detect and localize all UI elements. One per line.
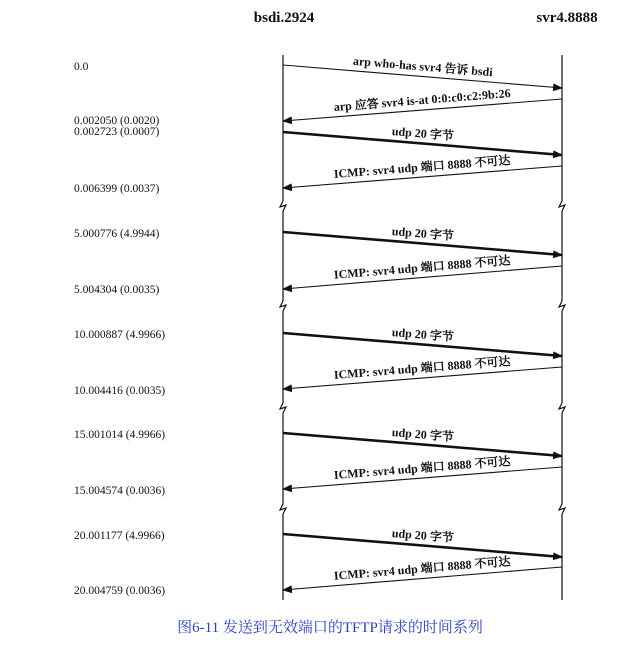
message-label: arp who-has svr4 告诉 bsdi <box>352 53 494 80</box>
message-arrow <box>283 123 562 155</box>
message-label: udp 20 字节 <box>391 525 455 546</box>
timestamp-label: 10.004416 (0.0035) <box>74 385 166 397</box>
timestamp-label: 20.004759 (0.0036) <box>74 585 166 597</box>
message-label: udp 20 字节 <box>391 223 455 244</box>
message-label: ICMP: svr4 udp 端口 8888 不可达 <box>333 554 511 583</box>
break-mark <box>559 301 565 311</box>
break-mark <box>559 201 565 211</box>
message-label: ICMP: svr4 udp 端口 8888 不可达 <box>333 153 511 181</box>
timestamp-label: 5.000776 (4.9944) <box>74 228 160 240</box>
message-arrow <box>283 324 562 356</box>
timestamp-label: 20.001177 (4.9966) <box>74 530 165 542</box>
timestamps <box>74 61 165 597</box>
message-label: ICMP: svr4 udp 端口 8888 不可达 <box>333 253 511 282</box>
figure-caption: 图6-11 发送到无效端口的TFTP请求的时间系列 <box>177 620 483 636</box>
message-label: ICMP: svr4 udp 端口 8888 不可达 <box>333 354 511 382</box>
message-arrow <box>283 525 562 557</box>
timestamp-label: 5.004304 (0.0035) <box>74 284 160 296</box>
break-mark <box>280 403 286 413</box>
timestamp-label: 0.002723 (0.0007) <box>74 126 160 138</box>
message-arrow <box>283 85 562 121</box>
break-mark <box>280 504 286 514</box>
message-label: arp 应答 svr4 is-at 0:0:c0:c2:9b:26 <box>333 86 512 114</box>
message-label: ICMP: svr4 udp 端口 8888 不可达 <box>333 454 511 482</box>
break-mark <box>280 201 286 211</box>
message-label: udp 20 字节 <box>391 123 455 144</box>
message-arrow <box>283 353 562 389</box>
break-mark <box>559 403 565 413</box>
host-bsdi-header: bsdi.2924 <box>253 10 315 26</box>
timestamp-label: 0.002050 (0.0020) <box>74 115 160 127</box>
messages <box>283 53 562 590</box>
host-svr4-header: svr4.8888 <box>536 10 598 26</box>
timestamp-label: 0.006399 (0.0037) <box>74 183 160 195</box>
message-arrow <box>283 453 562 489</box>
break-mark <box>280 301 286 311</box>
break-mark <box>559 504 565 514</box>
message-arrow <box>283 424 562 456</box>
message-arrow <box>283 252 562 289</box>
message-arrow <box>283 223 562 255</box>
message-label: udp 20 字节 <box>391 324 455 345</box>
timestamp-label: 15.004574 (0.0036) <box>74 485 166 497</box>
message-label: udp 20 字节 <box>391 424 455 445</box>
timestamp-label: 10.000887 (4.9966) <box>74 329 166 341</box>
timestamp-label: 15.001014 (4.9966) <box>74 429 166 441</box>
message-arrow <box>283 553 562 590</box>
message-arrow <box>283 53 562 88</box>
message-arrow <box>283 152 562 188</box>
timestamp-label: 0.0 <box>74 61 89 73</box>
